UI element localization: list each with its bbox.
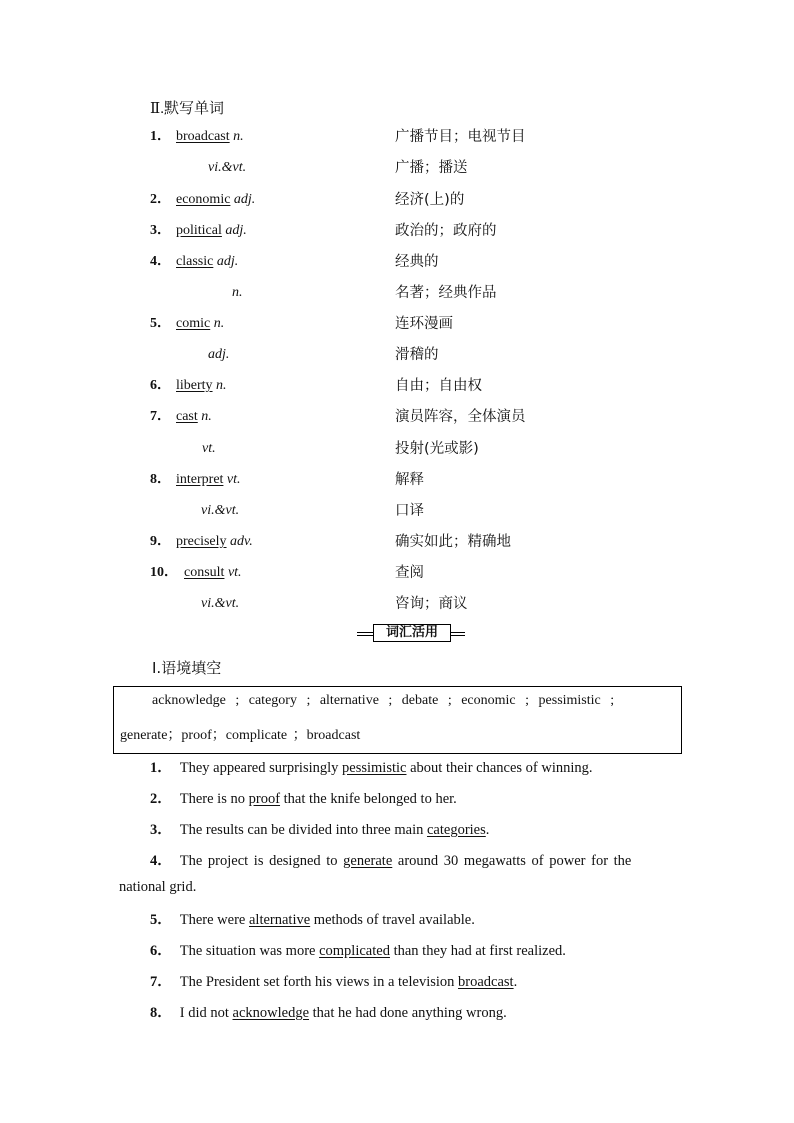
vocab-meaning: 名著；经典作品 xyxy=(395,285,497,301)
answer-blank: categories xyxy=(426,822,486,838)
vocab-word: classic xyxy=(176,254,214,269)
sentence-item: 2． There is no proof that the knife belonged to her. xyxy=(150,791,457,807)
vocab-meaning: 确实如此；精确地 xyxy=(395,534,511,550)
vocab-row: vt. 投射(光或影) xyxy=(202,441,479,457)
vocab-row: 3． political adj. 政治的；政府的 xyxy=(150,223,497,239)
vocab-row: 4． classic adj. 经典的 xyxy=(150,254,439,270)
vocab-row: n. 名著；经典作品 xyxy=(232,285,497,301)
vocab-row: 9． precisely adv. 确实如此；精确地 xyxy=(150,534,511,550)
vocab-meaning: 解释 xyxy=(395,472,424,488)
vocab-row: 1． broadcast n. 广播节目；电视节目 xyxy=(150,129,526,145)
sentence-item: 4． The project is designed to generate around 30 megawatts of power for the xyxy=(150,853,632,869)
vocab-word: economic xyxy=(176,192,231,207)
sentence-item: 1． They appeared surprisingly pessimistic about their chances of winning. xyxy=(150,760,593,776)
vocab-row: 5． comic n. 连环漫画 xyxy=(150,316,453,332)
vocab-meaning: 咨询；商议 xyxy=(395,596,468,612)
vocab-meaning: 政治的；政府的 xyxy=(395,223,497,239)
word-bank-line: acknowledge ; category ; alternative ; debate ; economic ; pessimistic ; xyxy=(152,693,615,708)
vocab-row: vi.&vt. 口译 xyxy=(201,503,424,519)
vocab-word: consult xyxy=(184,565,225,580)
sentence-continuation: national grid. xyxy=(119,879,197,895)
vocab-meaning: 经济(上)的 xyxy=(395,192,465,208)
banner-label: 词汇活用 xyxy=(373,624,451,642)
vocab-row: 7． cast n. 演员阵容，全体演员 xyxy=(150,409,526,425)
vocab-word: liberty xyxy=(176,378,213,393)
vocab-row: 8． interpret vt. 解释 xyxy=(150,472,424,488)
vocab-word: comic xyxy=(176,316,211,331)
vocab-meaning: 投射(光或影) xyxy=(395,441,479,457)
vocab-row: adj. 滑稽的 xyxy=(208,347,439,363)
vocab-word: political xyxy=(176,223,222,238)
sentence-item: 7． The President set forth his views in a television broadcast. xyxy=(150,974,518,990)
vocab-meaning: 广播；播送 xyxy=(395,160,468,176)
vocab-word: broadcast xyxy=(176,129,230,144)
vocab-word: precisely xyxy=(176,534,227,549)
section-title-dictation: Ⅱ.默写单词 xyxy=(150,101,224,117)
vocab-meaning: 自由；自由权 xyxy=(395,378,482,394)
vocab-meaning: 演员阵容，全体演员 xyxy=(395,409,526,425)
vocab-meaning: 查阅 xyxy=(395,565,424,581)
vocab-row: vi.&vt. 广播；播送 xyxy=(208,160,468,176)
vocab-row: 10． consult vt. 查阅 xyxy=(150,565,424,581)
sentence-item: 6． The situation was more complicated than they had at first realized. xyxy=(150,943,566,959)
vocab-row: 6． liberty n. 自由；自由权 xyxy=(150,378,482,394)
vocab-meaning: 滑稽的 xyxy=(395,347,439,363)
vocab-meaning: 连环漫画 xyxy=(395,316,453,332)
answer-blank: alternative xyxy=(248,912,311,928)
answer-blank: broadcast xyxy=(458,974,514,990)
vocab-word: interpret xyxy=(176,472,224,487)
word-bank-box xyxy=(113,686,682,754)
vocab-row: vi.&vt. 咨询；商议 xyxy=(201,596,468,612)
vocab-meaning: 口译 xyxy=(395,503,424,519)
sentence-item: 5． There were alternative methods of travel available. xyxy=(150,912,475,928)
answer-blank: acknowledge xyxy=(232,1005,310,1021)
word-bank-line: generate；proof；complicate ；broadcast xyxy=(120,728,361,743)
sentence-item: 3． The results can be divided into three main categories. xyxy=(150,822,490,838)
answer-blank: proof xyxy=(248,791,281,807)
vocab-row: 2． economic adj. 经济(上)的 xyxy=(150,192,465,208)
answer-blank: generate xyxy=(343,853,393,869)
section-banner xyxy=(357,624,465,642)
answer-blank: pessimistic xyxy=(342,760,407,776)
section-title-fill: Ⅰ.语境填空 xyxy=(152,659,222,677)
vocab-meaning: 广播节目；电视节目 xyxy=(395,129,526,145)
vocab-meaning: 经典的 xyxy=(395,254,439,270)
sentence-item: 8． I did not acknowledge that he had done anything wrong. xyxy=(150,1005,507,1021)
answer-blank: complicated xyxy=(319,943,390,959)
vocab-word: cast xyxy=(176,409,198,424)
